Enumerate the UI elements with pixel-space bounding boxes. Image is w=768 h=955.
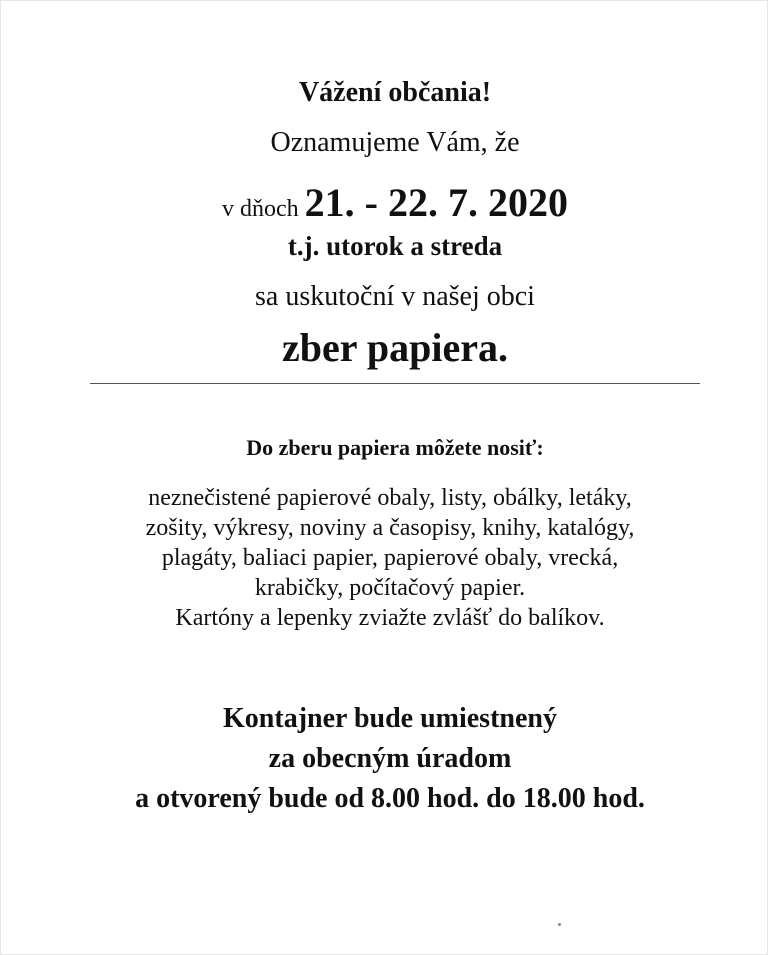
accepted-item-line: zošity, výkresy, noviny a časopisy, knihy, katalógy,	[145, 515, 635, 541]
container-info-line: a otvorený bude od 8.00 hod. do 18.00 hod.	[135, 783, 645, 814]
container-info	[1, 699, 768, 819]
accepted-items-list	[1, 483, 768, 633]
container-info-line: za obecným úradom	[268, 743, 512, 774]
dates-prefix: v dňoch	[222, 196, 299, 222]
container-info-line: Kontajner bude umiestnený	[223, 703, 557, 734]
accepted-item-line: neznečistené papierové obaly, listy, obálky, letáky,	[148, 485, 632, 511]
accepted-item-line: krabičky, počítačový papier.	[254, 575, 526, 601]
dates-row	[11, 179, 768, 226]
accepted-item-line: Kartóny a lepenky zviažte zvlášť do balíkov.	[175, 605, 605, 631]
section-divider	[90, 383, 700, 384]
happens-text: sa uskutoční v našej obci	[255, 281, 535, 312]
event-dates: 21. - 22. 7. 2020	[304, 180, 568, 225]
greeting-heading: Vážení občania!	[298, 77, 492, 108]
event-title: zber papiera.	[282, 325, 508, 370]
scan-speck	[558, 923, 561, 926]
accepted-items-heading: Do zberu papiera môžete nosiť:	[246, 435, 544, 460]
announce-text: Oznamujeme Vám, že	[270, 127, 520, 158]
accepted-item-line: plagáty, baliaci papier, papierové obaly, vrecká,	[161, 545, 619, 571]
event-weekdays: t.j. utorok a streda	[287, 231, 503, 261]
